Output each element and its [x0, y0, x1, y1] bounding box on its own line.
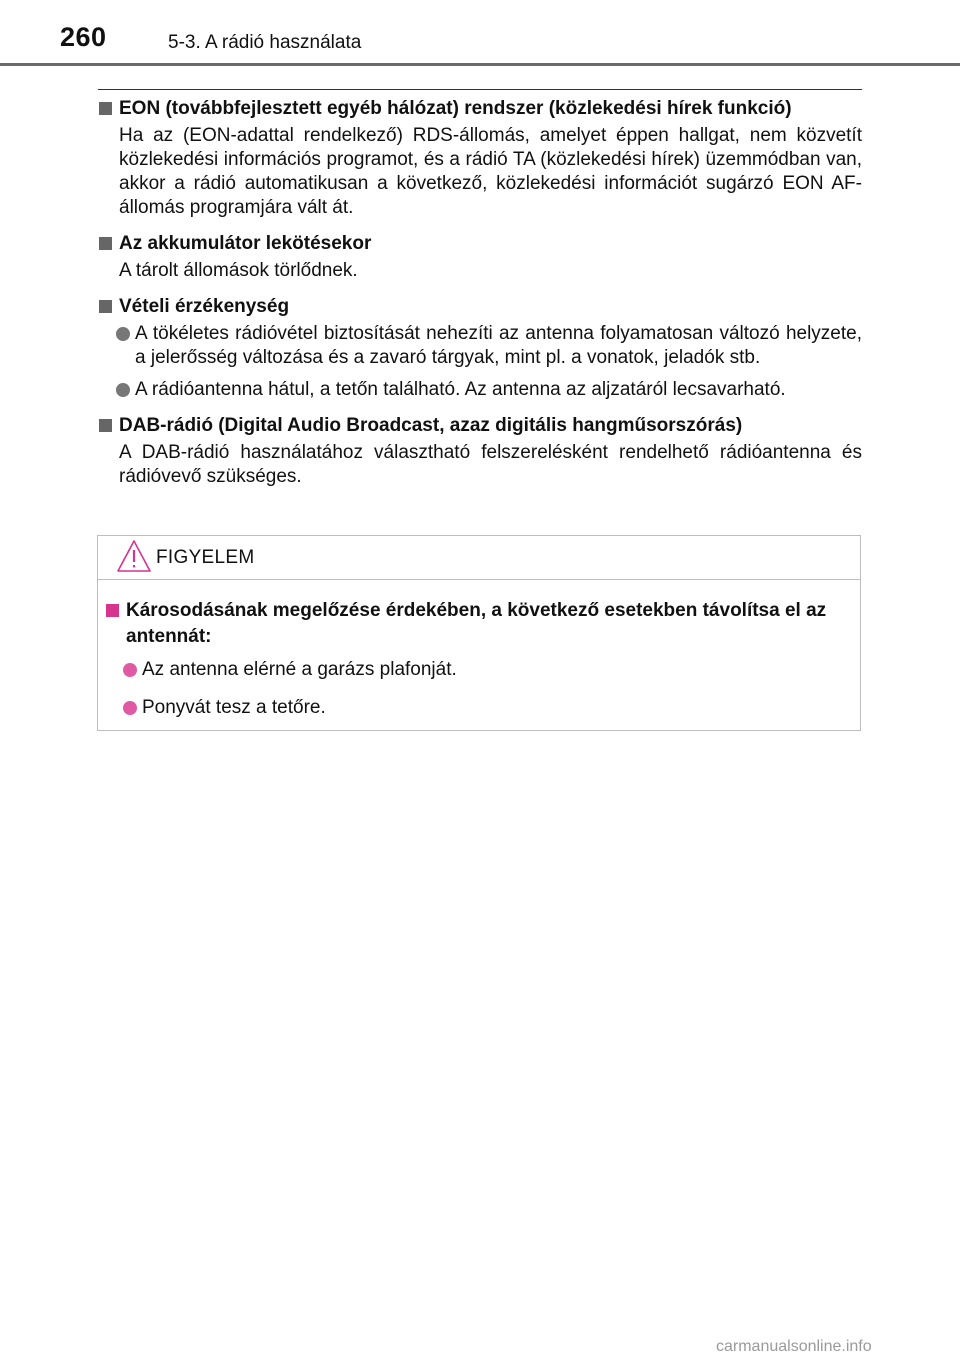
section-eon	[98, 96, 862, 220]
header-rule	[0, 63, 960, 66]
section-heading: EON (továbbfejlesztett egyéb hálózat) rendszer (közlekedési hírek funkció)	[98, 96, 862, 122]
list-item: Az antenna elérné a garázs plafonját.	[123, 658, 854, 682]
list-item: A rádióantenna hátul, a tetőn található. Az antenna az aljzatáról lecsavarható.	[116, 378, 862, 402]
circle-bullet-icon	[123, 663, 137, 677]
warning-triangle-icon	[116, 538, 152, 574]
page-header	[0, 0, 960, 66]
square-bullet-icon	[99, 102, 112, 115]
section-text: A DAB-rádió használatához választható felszerelésként rendelhető rádióantenna és rádióvevő szükséges.	[119, 442, 862, 487]
square-bullet-icon	[99, 300, 112, 313]
section-dab	[98, 413, 862, 489]
warning-header	[98, 536, 860, 580]
circle-bullet-icon	[123, 701, 137, 715]
section-heading: Vételi érzékenység	[98, 294, 862, 320]
section-heading: DAB-rádió (Digital Audio Broadcast, azaz digitális hangműsorszórás)	[98, 413, 862, 439]
section-battery	[98, 231, 862, 283]
watermark: carmanualsonline.info	[716, 1338, 872, 1355]
section-text: Ha az (EON-adattal rendelkező) RDS-állomás, amelyet éppen hallgat, nem közvetít közlekedési információs programot, és a rádió TA (közlekedési hírek) üzemmódban van, akkor a rádió automatikusan a következő, közlekedési információt sugárzó EON AF-állomás programjára vált át.	[119, 125, 862, 218]
list-item: A tökéletes rádióvétel biztosítását nehezíti az antenna folyamatosan változó helyzete, a jelerősség változása és a zavaró tárgyak, mint pl. a vonatok, jeladók stb.	[116, 322, 862, 370]
warning-title: FIGYELEM	[156, 547, 255, 568]
warning-box	[97, 535, 861, 731]
section-reception	[98, 294, 862, 402]
page-number: 260	[60, 22, 107, 52]
square-bullet-icon	[99, 419, 112, 432]
section-title: 5-3. A rádió használata	[168, 32, 362, 53]
warning-body	[106, 598, 854, 734]
warning-heading: Károsodásának megelőzése érdekében, a következő esetekben távolítsa el az antennát:	[106, 598, 854, 650]
list-item: Ponyvát tesz a tetőre.	[123, 696, 854, 720]
section-text: A tárolt állomások törlődnek.	[119, 260, 358, 281]
content	[98, 96, 862, 500]
circle-bullet-icon	[116, 327, 130, 341]
content-top-rule	[98, 89, 862, 90]
square-bullet-icon	[106, 604, 119, 617]
square-bullet-icon	[99, 237, 112, 250]
circle-bullet-icon	[116, 383, 130, 397]
section-heading: Az akkumulátor lekötésekor	[98, 231, 862, 257]
